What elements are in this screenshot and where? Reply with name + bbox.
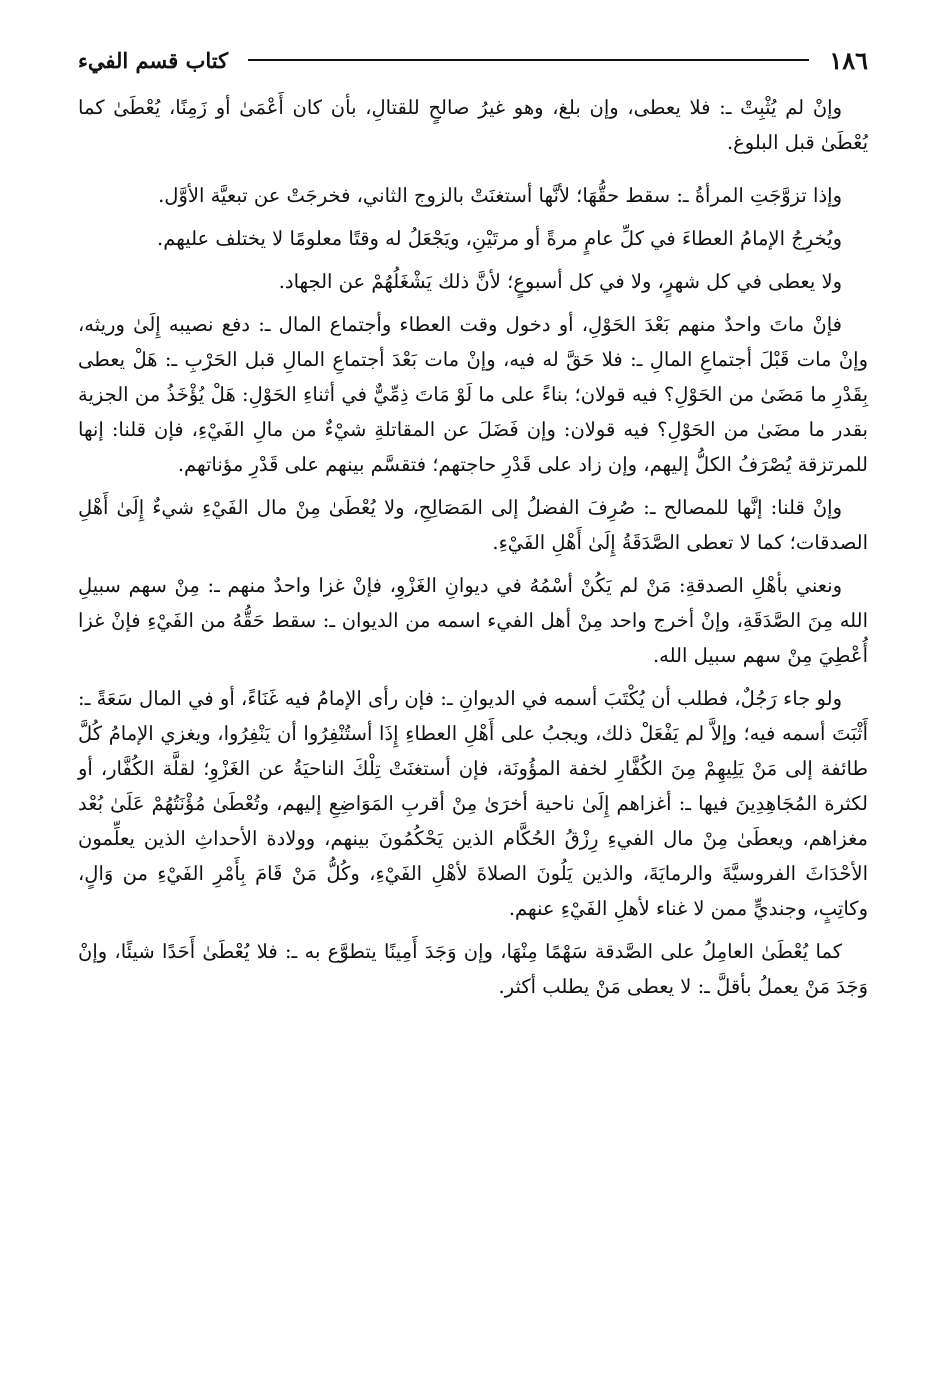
page-header (78, 40, 868, 80)
page-number: ١٨٦ (829, 45, 868, 75)
header-rule (248, 59, 809, 61)
paragraph: ولو جاء رَجُلٌ، فطلب أن يُكْتَبَ أسمه في الديوانِ ـ: فإن رأى الإمامُ فيه غَنَاءً، أو في المال سَعَةً ـ: أَثْبَتَ أسمه فيه؛ وإلاَّ لم يَفْعَلْ ذلك، ويجبُ على أَهْلِ العطاءِ إِذَا أستُنْفِرُوا أن يَنْفِرُوا، ويغزي الإمامُ كُلَّ طائفة إلى مَنْ يَلِيهِمْ مِنَ الكُفَّارِ لخفة المؤُونَة، فإن أستغنَتْ تِلْكَ الناحيَةُ عن الغَزْوِ؛ لقلَّة الكُفَّار، أو لكثرة المُجَاهِدِينَ فيها ـ: أغزاهم إِلَىٰ ناحية أخرَىٰ مِنْ أقربِ المَوَاضِعِ إليهم، وتُعْطَىٰ مُؤْنَتُهُمْ عَلَىٰ بُعْد مغزاهم، ويعطَىٰ مِنْ مال الفيءِ رِزْقُ الحُكَّام الذين يَحْكُمُونَ بينهم، وولادة الأحداثِ الذين يعلِّمون الأحْدَاثَ الفروسيَّةَ والرمايَةَ، والذين يَلُونَ الصلاةَ لأهْلِ الفَيْءِ، وكُلُّ مَنْ قَامَ بِأَمْرِ الفَيْءِ من وَالٍ، وكاتِبٍ، وجنديٍّ ممن لا غناء لأهلِ الفَيْءِ عنهم. (78, 687, 868, 920)
paragraph: وإذا تزوَّجَتِ المرأةُ ـ: سقط حقُّهَا؛ لأنَّها أستغنَتْ بالزوج الثاني، فخرجَتْ عن تبعيَّة الأوَّل. (158, 184, 842, 207)
paragraph: وإنْ قلنا: إنَّها للمصالح ـ: صُرِفَ الفضلُ إلى المَصَالِحِ، ولا يُعْطَىٰ مِنْ مال الفَيْءِ شيءٌ إِلَىٰ أَهْلِ الصدقات؛ كما لا تعطى الصَّدَقَةُ إِلَىٰ أَهْلِ الفَيْءِ. (78, 496, 868, 554)
paragraph: فإنْ ماتَ واحدٌ منهم بَعْدَ الحَوْلِ، أو دخول وقت العطاء وأجتماع المال ـ: دفع نصيبه إِلَىٰ وريثه، وإنْ مات قَبْلَ أجتماعِ المالِ ـ: فلا حَقَّ له فيه، وإنْ مات بَعْدَ أجتماعِ المالِ قبل الحَرْبِ ـ: هَلْ يعطى بِقَدْرِ ما مَضَىٰ من الحَوْلِ؟ فيه قولان؛ بناءً على ما لَوْ مَاتَ ذِمِّيٌّ في أثناءِ الحَوْلِ: هَلْ يُؤْخَذُ من الجزية بقدر ما مضَىٰ من الحَوْلِ؟ فيه قولان: وإن فَضَلَ عن المقاتلةِ شيْءٌ من مالِ الفَيْءِ، فإن قلنا: إنها للمرتزقة يُصْرَفُ الكلُّ إليهم، وإن زاد على قَدْرِ حاجتهم؛ فتقسَّم بينهم على قَدْرِ مؤناتهم. (78, 313, 868, 476)
paragraph: كما يُعْطَىٰ العامِلُ على الصَّدقة سَهْمًا مِنْهَا، وإن وَجَدَ أَمِينًا يتطوَّع به ـ: فلا يُعْطَىٰ أَحَدًا شيئًا، وإنْ وَجَدَ مَنْ يعملُ بأقلَّ ـ: لا يعطى مَنْ يطلب أكثر. (78, 940, 868, 998)
paragraph: ولا يعطى في كل شهرٍ، ولا في كل أسبوعٍ؛ لأنَّ ذلك يَشْغَلُهُمْ عن الجهاد. (278, 270, 842, 293)
page-body (78, 90, 868, 1004)
paragraph: وإنْ لم يُثْبِتْ ـ: فلا يعطى، وإن بلغ، وهو غيرُ صالحٍ للقتالِ، بأن كان أَعْمَىٰ أو زَمِنًا، يُعْطَىٰ كما يُعْطَىٰ قبل البلوغ. (78, 96, 868, 154)
paragraph: ويُخرِجُ الإمامُ العطاءَ في كلِّ عامٍ مرةً أو مرتَيْنِ، ويَجْعَلُ له وقتًا معلومًا لا يختلف عليهم. (157, 227, 842, 250)
running-title: كتاب قسم الفيء (78, 47, 229, 73)
paragraph: ونعني بأهْلِ الصدقةِ: مَنْ لم يَكُنْ أسْمُهُ في ديوانِ الغَزْوِ، فإنْ غزا واحدٌ منهم ـ: مِنْ سهم سبيلِ الله مِنَ الصَّدَقَةِ، وإنْ أخرج واحد مِنْ أهل الفيء اسمه من الديوان ـ: سقط حَقُّهُ من الفَيْءِ فإنْ غزا أُعْطِيَ مِنْ سهم سبيل الله. (78, 574, 868, 667)
